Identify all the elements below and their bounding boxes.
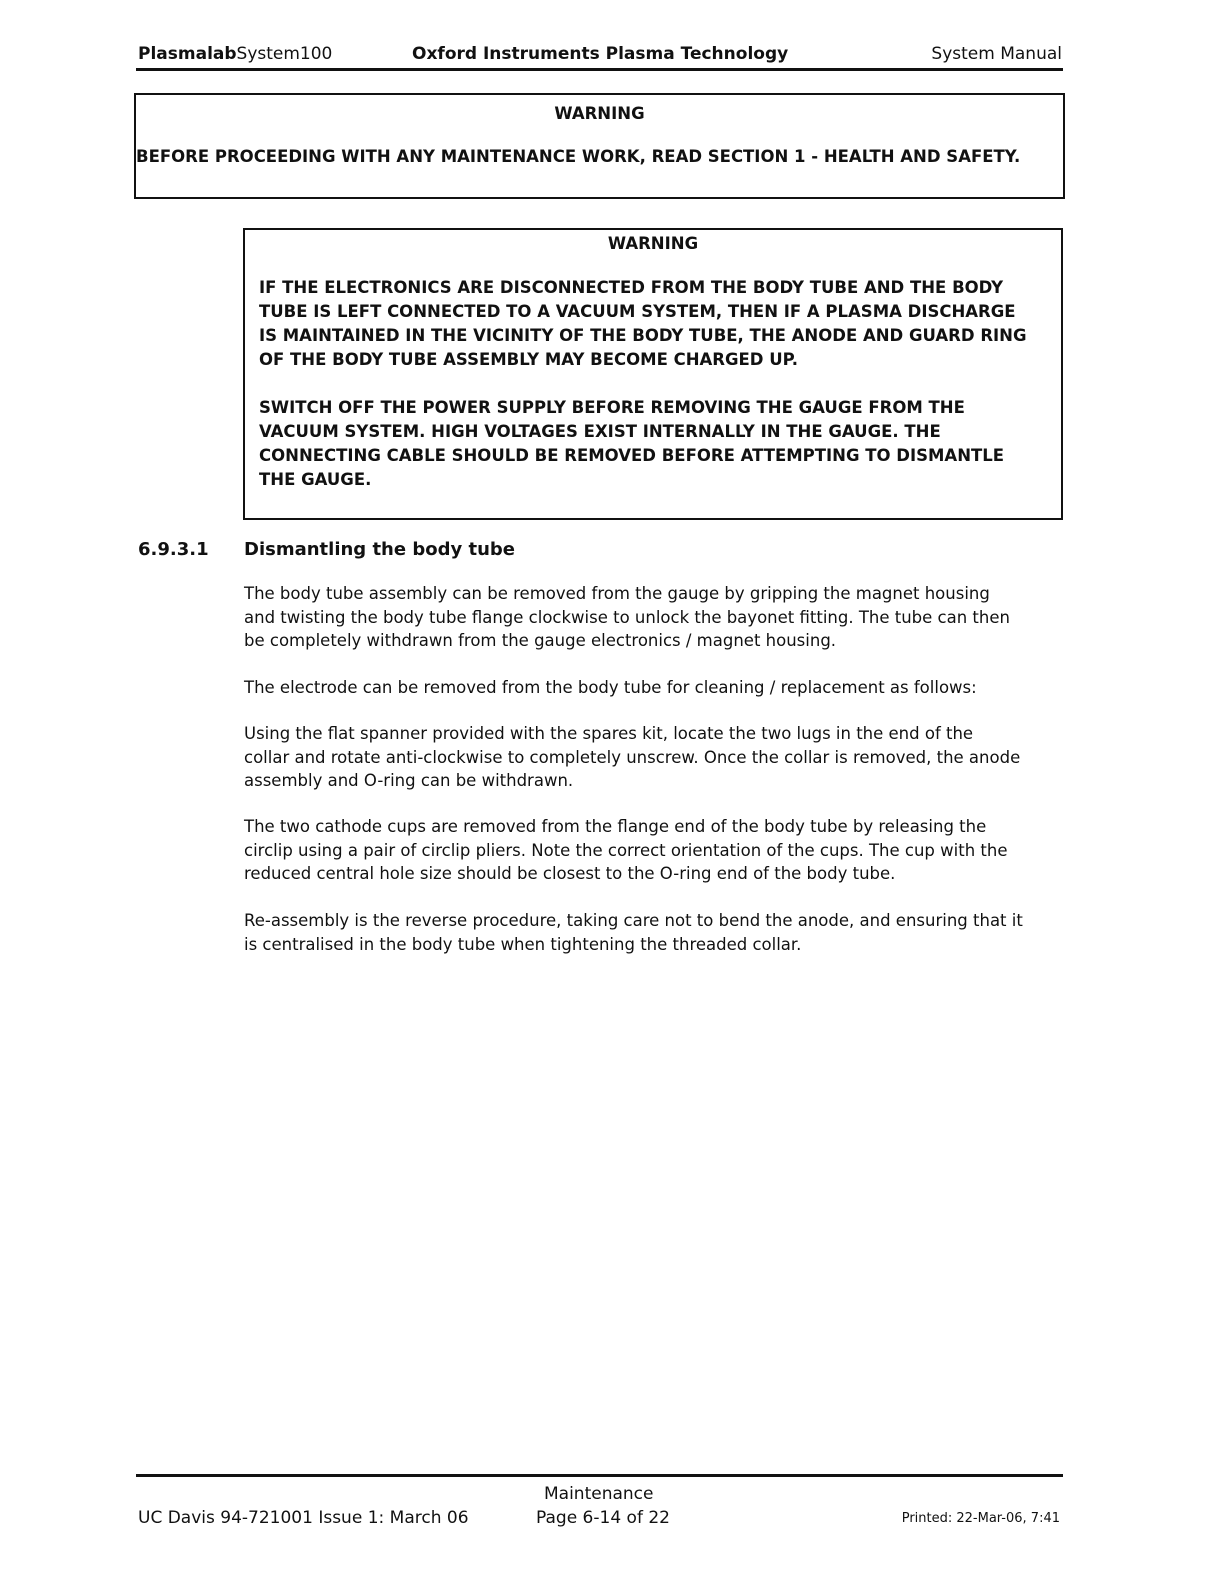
warning-line: TUBE IS LEFT CONNECTED TO A VACUUM SYSTEM, THEN IF A PLASMA DISCHARGE bbox=[259, 302, 1016, 321]
header-company: Oxford Instruments Plasma Technology bbox=[412, 44, 789, 64]
product-name-rest: System100 bbox=[236, 44, 333, 64]
header-product bbox=[138, 44, 332, 64]
body-paragraph bbox=[244, 676, 977, 700]
text-line: assembly and O-ring can be withdrawn. bbox=[244, 771, 574, 790]
text-line: and twisting the body tube flange clockwise to unlock the bayonet fitting. The tube can then bbox=[244, 607, 1010, 627]
warning-box-safety bbox=[134, 93, 1065, 199]
section-number: 6.9.3.1 bbox=[138, 539, 209, 560]
warning-line: THE GAUGE. bbox=[259, 470, 372, 489]
section-title: Dismantling the body tube bbox=[244, 539, 515, 560]
text-line: be completely withdrawn from the gauge electronics / magnet housing. bbox=[244, 631, 837, 650]
warning-line: IS MAINTAINED IN THE VICINITY OF THE BODY TUBE, THE ANODE AND GUARD RING bbox=[259, 326, 1027, 345]
warning-box-body-tube bbox=[243, 228, 1063, 520]
text-line: circlip using a pair of circlip pliers. Note the correct orientation of the cups. The cup with the bbox=[244, 840, 1008, 860]
warning-line: VACUUM SYSTEM. HIGH VOLTAGES EXIST INTERNALLY IN THE GAUGE. THE bbox=[259, 422, 941, 441]
footer-printed: Printed: 22-Mar-06, 7:41 bbox=[901, 1511, 1060, 1526]
text-line: collar and rotate anti-clockwise to completely unscrew. Once the collar is removed, the anode bbox=[244, 747, 1021, 767]
warning-line: OF THE BODY TUBE ASSEMBLY MAY BECOME CHARGED UP. bbox=[259, 350, 798, 369]
warning-line: SWITCH OFF THE POWER SUPPLY BEFORE REMOVING THE GAUGE FROM THE bbox=[259, 398, 965, 417]
header-doc-type: System Manual bbox=[931, 44, 1062, 64]
body-paragraph bbox=[244, 582, 1010, 653]
text-line: Using the flat spanner provided with the spares kit, locate the two lugs in the end of the bbox=[244, 724, 974, 743]
text-line: The electrode can be removed from the body tube for cleaning / replacement as follows: bbox=[244, 678, 977, 697]
footer-page: Page 6-14 of 22 bbox=[536, 1508, 670, 1528]
body-paragraph bbox=[244, 815, 1007, 886]
product-name-bold: Plasmalab bbox=[138, 44, 237, 64]
text-line: Re-assembly is the reverse procedure, taking care not to bend the anode, and ensuring that it bbox=[244, 911, 1023, 930]
warning-line: CONNECTING CABLE SHOULD BE REMOVED BEFORE ATTEMPTING TO DISMANTLE bbox=[259, 446, 1005, 465]
warning-title: WARNING bbox=[607, 234, 699, 253]
warning-paragraph-2 bbox=[259, 396, 1061, 492]
text-line: The two cathode cups are removed from the flange end of the body tube by releasing the bbox=[244, 817, 987, 836]
body-paragraph bbox=[244, 722, 1020, 793]
text-line: The body tube assembly can be removed from the gauge by gripping the magnet housing bbox=[244, 584, 990, 603]
header-rule bbox=[136, 68, 1063, 71]
warning-text: BEFORE PROCEEDING WITH ANY MAINTENANCE WORK, READ SECTION 1 - HEALTH AND SAFETY. bbox=[136, 147, 1021, 166]
footer-rule bbox=[136, 1474, 1063, 1477]
warning-line: IF THE ELECTRONICS ARE DISCONNECTED FROM THE BODY TUBE AND THE BODY bbox=[259, 278, 1004, 297]
footer-doc-id: UC Davis 94-721001 Issue 1: March 06 bbox=[138, 1508, 469, 1528]
warning-title: WARNING bbox=[554, 104, 645, 123]
text-line: is centralised in the body tube when tightening the threaded collar. bbox=[244, 934, 802, 954]
text-line: reduced central hole size should be closest to the O-ring end of the body tube. bbox=[244, 864, 896, 883]
footer-chapter: Maintenance bbox=[544, 1484, 654, 1504]
body-paragraph bbox=[244, 909, 1023, 956]
warning-paragraph-1 bbox=[259, 276, 1061, 372]
